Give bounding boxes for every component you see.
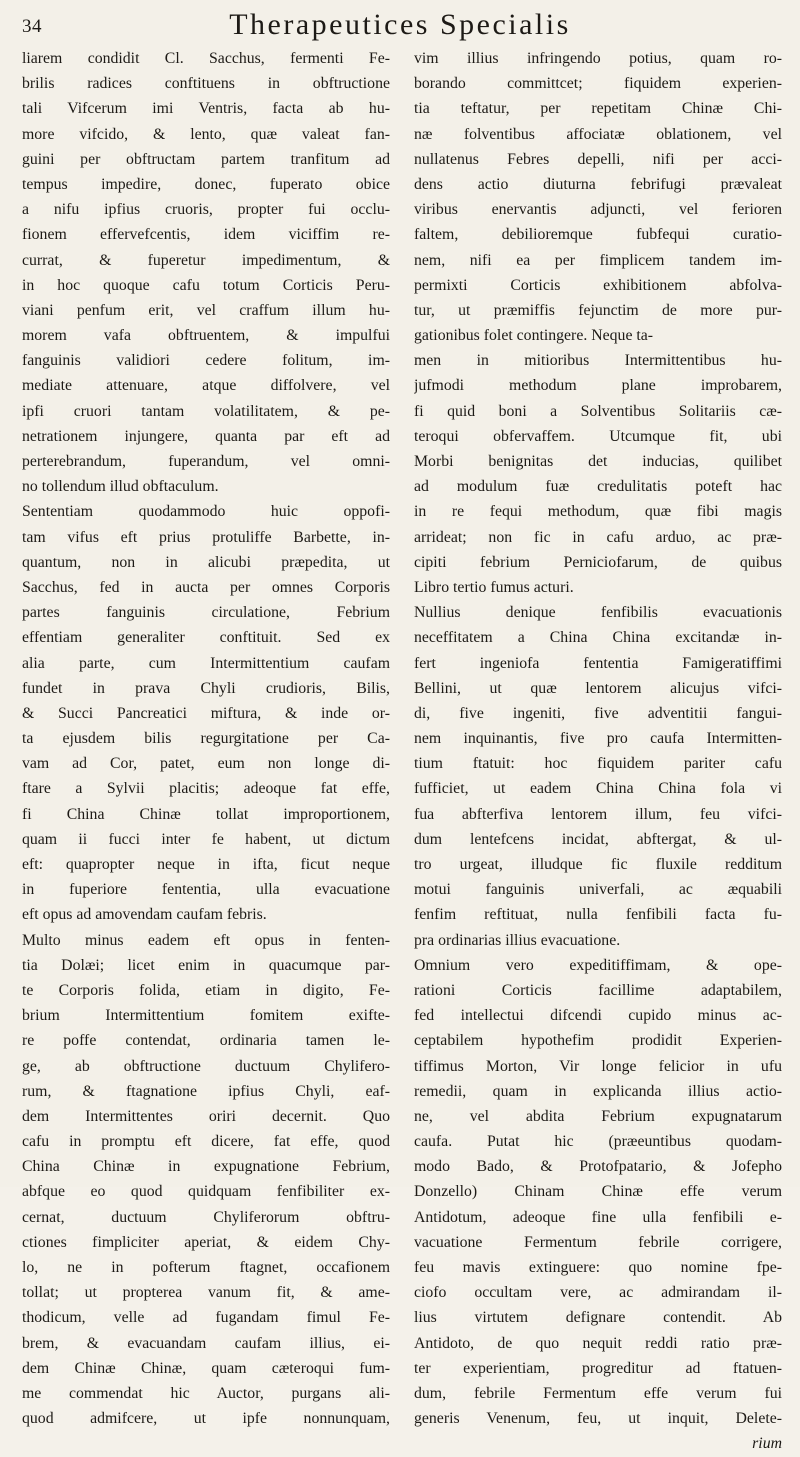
text-line: in fuperiore fententia, ulla evacuatione (22, 881, 390, 899)
text-line: arrideat; non fic in cafu arduo, ac præ- (414, 528, 782, 546)
text-line: fundet in prava Chyli crudioris, Bilis, (22, 679, 390, 697)
text-line: partes fanguinis circulatione, Febrium (22, 604, 390, 622)
text-line: tium ftatuit: hoc fiquidem pariter cafu (414, 755, 782, 773)
text-line: ter experientiam, progreditur ad ftatuen- (414, 1359, 782, 1377)
text-line: ctiones fimpliciter aperiat, & eidem Chy- (22, 1233, 390, 1251)
text-line: vim illius infringendo potius, quam ro- (414, 50, 782, 67)
text-line: China Chinæ in expugnatione Febrium, (22, 1158, 390, 1176)
text-line: ipfi cruori tantam volatilitatem, & pe- (22, 402, 390, 420)
text-line: vam ad Cor, patet, eum non longe di- (22, 755, 390, 773)
text-line: eft: quapropter neque in ifta, ficut neque (22, 856, 390, 873)
catchword: rium (752, 1435, 782, 1453)
text-line: modo Bado, & Protofpatario, & Jofepho (414, 1158, 782, 1176)
text-line: tiffimus Morton, Vir longe felicior in ufu (414, 1057, 782, 1075)
text-line: rum, & ftagnatione ipfius Chyli, eaf- (22, 1082, 390, 1100)
text-line: guini per obftructam partem tranfitum ad (22, 150, 390, 168)
text-line: tollat; ut propterea vanum fit, & ame- (22, 1284, 390, 1302)
text-line: fi quid boni a Solventibus Solitariis cæ- (414, 402, 782, 420)
text-line: Sacchus, fed in aucta per omnes Corporis (22, 578, 390, 596)
text-line: rationi Corticis facillime adaptabilem, (414, 981, 782, 999)
text-line: perterebrandum, fuperandum, vel omni- (22, 453, 390, 470)
text-line: fua abfterfiva lentorem illum, feu vifci- (414, 805, 782, 823)
text-line: tam vifus eft prius protuliffe Barbette, in- (22, 528, 390, 546)
text-line: more vifcido, & lento, quæ valeat fan- (22, 125, 390, 143)
text-line: tur, ut præmiffis fejunctim de more pur- (414, 301, 782, 319)
text-line: caufa. Putat hic (præeuntibus quodam- (414, 1133, 782, 1151)
text-line: effentiam generaliter conftituit. Sed ex (22, 629, 390, 647)
text-line: brem, & evacuandam caufam illius, ei- (22, 1334, 390, 1352)
text-line: nem, nifi ea per fimplicem tandem im- (414, 251, 782, 269)
text-line: & Succi Pancreatici miftura, & inde or- (22, 704, 390, 722)
text-line: viribus enervantis adjuncti, vel ferioren (414, 201, 782, 219)
text-line: currat, & fuperetur impedimentum, & (22, 251, 390, 269)
text-line: eft opus ad amovendam caufam febris. (22, 906, 267, 924)
text-line: ge, ab obftructione ductuum Chylifero- (22, 1057, 390, 1075)
text-line: tia Dolæi; licet enim in quacumque par- (22, 956, 390, 974)
text-line: quod admifcere, ut ipfe nonnunquam, (22, 1410, 390, 1428)
text-line: fed intellectui difcendi cupido minus ac- (414, 1007, 782, 1025)
text-line: tia teftatur, per repetitam Chinæ Chi- (414, 100, 782, 118)
text-line: fert ingeniofa fententia Famigeratiffimi (414, 654, 782, 672)
text-line: dens actio diuturna febrifugi prævaleat (414, 175, 782, 193)
text-line: jufmodi methodum plane improbarem, (414, 377, 782, 395)
text-line: fionem effervefcentis, idem viciffim re- (22, 226, 390, 244)
text-line: me commendat hic Auctor, purgans ali- (22, 1384, 390, 1402)
text-line: dem Chinæ Chinæ, quam cæteroqui fum- (22, 1359, 390, 1377)
text-line: ta ejusdem bilis regurgitatione per Ca- (22, 730, 390, 748)
text-line: lo, ne in pofterum ftagnet, occafionem (22, 1259, 390, 1276)
text-line: liarem condidit Cl. Sacchus, fermenti Fe- (22, 50, 390, 67)
text-line: abfque eo quod quidquam fenfibiliter ex- (22, 1183, 390, 1201)
text-line: men in mitioribus Intermittentibus hu- (414, 352, 782, 370)
text-line: dum, febrile Fermentum effe verum fui (414, 1384, 782, 1402)
text-line: vacuatione Fermentum febrile corrigere, (414, 1233, 782, 1251)
text-line: brium Intermittentium fomitem exifte- (22, 1007, 390, 1025)
text-line: cipiti febrium Perniciofarum, de quibus (414, 553, 782, 571)
left-column (22, 46, 390, 1457)
text-line: fufficiet, ut eadem China China fola vi (414, 780, 782, 798)
text-line: ne, vel abdita Febrium expugnatarum (414, 1107, 782, 1125)
text-line: ciofo occultam vere, ac admirandam il- (414, 1284, 782, 1302)
text-line: brilis radices conftituens in obftructione (22, 75, 390, 93)
text-line: Multo minus eadem eft opus in fenten- (22, 931, 390, 949)
text-line: teroqui obfervaffem. Utcumque fit, ubi (414, 427, 782, 445)
text-line: viani penfum erit, vel craffum illum hu- (22, 301, 390, 319)
right-column (414, 46, 782, 1457)
text-line: faltem, debilioremque fubfequi curatio- (414, 226, 782, 244)
text-line: ftare a Sylvii placitis; adeoque fat effe, (22, 780, 390, 798)
text-line: Antidoto, de quo nequit reddi ratio præ- (414, 1334, 782, 1352)
text-line: morem vafa obftruentem, & impulfui (22, 327, 390, 345)
text-line: a nifu ipfius cruoris, propter fui occlu- (22, 201, 390, 219)
text-line: borando committcet; fiquidem experien- (414, 75, 782, 93)
text-line: thodicum, velle ad fugandam fimul Fe- (22, 1309, 390, 1327)
text-line: quam ii fucci inter fe habent, ut dictum (22, 830, 390, 848)
text-line: in re fequi methodum, quæ fibi magis (414, 503, 782, 521)
page-number: 34 (22, 16, 42, 37)
page-header (22, 6, 778, 46)
text-line: generis Venenum, feu, ut inquit, Delete- (414, 1410, 782, 1428)
text-line: Omnium vero expeditiffimam, & ope- (414, 956, 782, 974)
text-line: fanguinis validiori cedere folitum, im- (22, 352, 390, 370)
text-line: alia parte, cum Intermittentium caufam (22, 654, 390, 672)
text-line: tro urgeat, illudque fic fluxile redditum (414, 856, 782, 873)
text-line: Libro tertio fumus acturi. (414, 578, 574, 596)
text-line: feu mavis extinguere: quo nomine fpe- (414, 1259, 782, 1276)
text-line: Morbi benignitas det inducias, quilibet (414, 453, 782, 470)
text-line: no tollendum illud obftaculum. (22, 478, 219, 496)
text-line: remedii, quam in explicanda illius actio- (414, 1082, 782, 1100)
text-line: Nullius denique fenfibilis evacuationis (414, 604, 782, 622)
text-line: motui fanguinis univerfali, ac æquabili (414, 881, 782, 899)
text-line: fenfim reftituat, nulla fenfibili facta fu- (414, 906, 782, 924)
text-line: ceptabilem hypothefim prodidit Experien- (414, 1032, 782, 1050)
text-line: Donzello) Chinam Chinæ effe verum (414, 1183, 782, 1201)
running-head: Therapeutices Specialis (229, 8, 571, 41)
text-line: dem Intermittentes oriri decernit. Quo (22, 1107, 390, 1125)
text-line: Antidotum, adeoque fine ulla fenfibili e- (414, 1208, 782, 1226)
text-line: cafu in promptu eft dicere, fat effe, quod (22, 1133, 390, 1151)
text-line: pra ordinarias illius evacuatione. (414, 931, 621, 949)
text-line: gationibus folet contingere. Neque ta- (414, 327, 654, 345)
text-line: di, five ingeniti, five adventitii fangui- (414, 704, 782, 722)
text-line: mediate attenuare, atque diffolvere, vel (22, 377, 390, 395)
text-line: lius virtutem defignare contendit. Ab (414, 1309, 782, 1327)
text-line: næ folventibus affociatæ oblationem, vel (414, 125, 782, 143)
text-line: re poffe contendat, ordinaria tamen le- (22, 1032, 390, 1050)
text-line: nullatenus Febres depelli, nifi per acci- (414, 150, 782, 168)
text-line: Sententiam quodammodo huic oppofi- (22, 503, 390, 521)
text-line: ad modulum fuæ credulitatis poteft hac (414, 478, 782, 496)
text-line: fi China Chinæ tollat improportionem, (22, 805, 390, 823)
text-columns (22, 46, 782, 1457)
text-line: netrationem injungere, quanta par eft ad (22, 427, 390, 445)
text-line: nem inquinantis, five pro caufa Intermitten- (414, 730, 782, 748)
text-line: quantum, non in alicubi præpedita, ut (22, 553, 390, 571)
text-line: in hoc quoque cafu totum Corticis Peru- (22, 276, 390, 294)
text-line: tali Vifcerum imi Ventris, facta ab hu- (22, 100, 390, 118)
text-line: tempus impedire, donec, fuperato obice (22, 175, 390, 193)
text-line: permixti Corticis exhibitionem abfolva- (414, 276, 782, 294)
text-line: te Corporis folida, etiam in digito, Fe- (22, 981, 390, 999)
text-line: cernat, ductuum Chyliferorum obftru- (22, 1208, 390, 1226)
text-line: dum lentefcens incidat, abftergat, & ul- (414, 830, 782, 848)
text-line: Bellini, ut quæ lentorem alicujus vifci- (414, 679, 782, 697)
text-line: neceffitatem a China China excitandæ in- (414, 629, 782, 647)
